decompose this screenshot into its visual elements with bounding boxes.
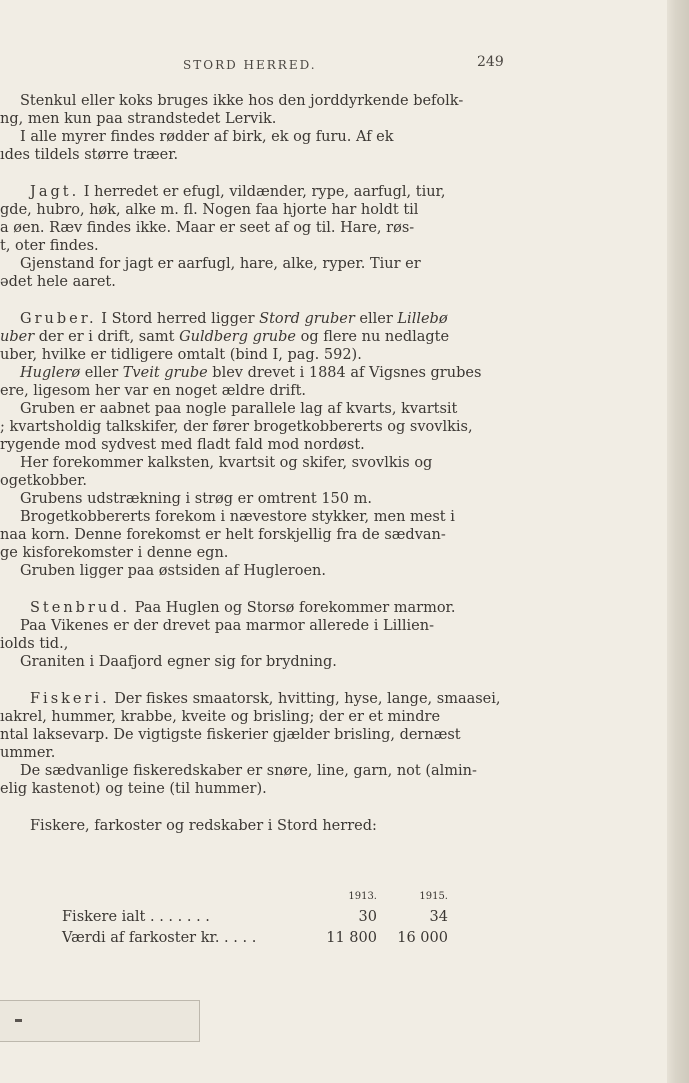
- table-cell: 16 000: [397, 930, 448, 946]
- text-segment: ntal laksevarp. De vigtigste fiskerier gjælder brisling, dernæst: [0, 727, 461, 743]
- body-text: [0, 92, 515, 854]
- text-segment: eller: [354, 311, 398, 327]
- table-row-label: Fiskere ialt . . . . . . .: [62, 909, 210, 925]
- paragraph: [0, 183, 515, 291]
- table-header-row: [0, 888, 515, 909]
- text-segment: Paa Vikenes er der drevet paa marmor allerede i Lillien-: [20, 618, 434, 634]
- table-cell: 11 800: [326, 930, 377, 946]
- text-segment: Gjenstand for jagt er aarfugl, hare, alke, ryper. Tiur er: [20, 256, 421, 272]
- text-line: [0, 418, 515, 436]
- text-segment: ogetkobber.: [0, 473, 88, 489]
- text-line: [0, 472, 515, 490]
- section-heading: Gruber.: [20, 311, 97, 327]
- text-line: [0, 599, 515, 617]
- text-segment: Gruben ligger paa østsiden af Hugleroen.: [20, 563, 326, 579]
- section-heading: Stenbrud.: [30, 600, 131, 616]
- text-line: [0, 273, 515, 291]
- paragraph: [0, 817, 515, 835]
- text-segment: ıakrel, hummer, krabbe, kveite og brisling; der er et mindre: [0, 709, 441, 725]
- text-line: [0, 128, 515, 146]
- text-segment: ere, ligesom her var en noget ældre drift.: [0, 383, 307, 399]
- text-segment: Graniten i Daafjord egner sig for brydning.: [20, 654, 337, 670]
- table-column-header: 1915.: [419, 891, 448, 902]
- text-segment: eller: [80, 365, 123, 381]
- text-segment: Paa Huglen og Storsø forekommer marmor.: [130, 600, 456, 616]
- text-segment: ; kvartsholdig talkskifer, der fører brogetkobbererts og svovlkis,: [0, 419, 473, 435]
- text-segment: Her forekommer kalksten, kvartsit og skifer, svovlkis og: [20, 455, 433, 471]
- text-segment: gde, hubro, høk, alke m. fl. Nogen faa hjorte har holdt til: [0, 202, 419, 218]
- table-cell: 30: [358, 909, 377, 925]
- text-line: [0, 146, 515, 164]
- section-heading: Fiskeri.: [30, 691, 110, 707]
- text-segment: Stenkul eller koks bruges ikke hos den jorddyrkende befolk-: [20, 93, 464, 109]
- text-line: [0, 762, 515, 780]
- text-segment: De sædvanlige fiskeredskaber er snøre, line, garn, not (almin-: [20, 763, 477, 779]
- text-segment: uber, hvilke er tidligere omtalt (bind I, pag. 592).: [0, 347, 362, 363]
- text-segment: t, oter findes.: [0, 238, 99, 254]
- text-segment: Der fiskes smaatorsk, hvitting, hyse, lange, smaasei,: [109, 691, 501, 707]
- text-segment: blev drevet i 1884 af Vigsnes grubes: [207, 365, 482, 381]
- text-segment: Brogetkobbererts forekom i nævestore stykker, men mest i: [20, 509, 455, 525]
- text-line: [0, 255, 515, 273]
- text-line: [0, 817, 515, 835]
- text-line: [0, 454, 515, 472]
- fishery-table: [0, 888, 515, 951]
- paragraph: [0, 310, 515, 580]
- section-heading: Jagt.: [30, 184, 80, 200]
- text-segment: ng, men kun paa strandstedet Lervik.: [0, 111, 277, 127]
- paragraph: [0, 599, 515, 671]
- text-line: [0, 400, 515, 418]
- text-segment: iolds tid.,: [0, 636, 69, 652]
- stamp-mark: [15, 1019, 22, 1022]
- text-segment: elig kastenot) og teine (til hummer).: [0, 781, 267, 797]
- text-segment: I alle myrer findes rødder af birk, ek og furu. Af ek: [20, 129, 394, 145]
- italic-name: Lillebø: [397, 311, 448, 327]
- text-line: [0, 653, 515, 671]
- text-line: [0, 436, 515, 454]
- text-segment: Gruben er aabnet paa nogle parallele lag af kvarts, kvartsit: [20, 401, 458, 417]
- text-segment: ıdes tildels større træer.: [0, 147, 179, 163]
- text-line: [0, 346, 515, 364]
- text-line: [0, 635, 515, 653]
- paragraph: [0, 92, 515, 164]
- text-line: [0, 617, 515, 635]
- text-line: [0, 328, 515, 346]
- table-row: [0, 930, 515, 951]
- text-line: [0, 110, 515, 128]
- text-line: [0, 562, 515, 580]
- table-cell: 34: [429, 909, 448, 925]
- text-segment: I herredet er efugl, vildænder, rype, aarfugl, tiur,: [79, 184, 446, 200]
- text-line: [0, 490, 515, 508]
- table-row: [0, 909, 515, 930]
- text-segment: der er i drift, samt: [34, 329, 180, 345]
- text-line: [0, 201, 515, 219]
- text-line: [0, 690, 515, 708]
- text-segment: og flere nu nedlagte: [296, 329, 450, 345]
- text-line: [0, 508, 515, 526]
- text-line: [0, 310, 515, 328]
- text-segment: a øen. Ræv findes ikke. Maar er seet af og til. Hare, røs-: [0, 220, 415, 236]
- page-edge: [667, 0, 689, 1083]
- text-segment: I Stord herred ligger: [96, 311, 260, 327]
- text-line: [0, 92, 515, 110]
- page-number: 249: [477, 54, 504, 70]
- text-segment: Grubens udstrækning i strøg er omtrent 150 m.: [20, 491, 372, 507]
- text-line: [0, 183, 515, 201]
- text-line: [0, 744, 515, 762]
- paragraph: [0, 690, 515, 798]
- running-head: STORD HERRED.: [183, 58, 317, 72]
- table-column-header: 1913.: [348, 891, 377, 902]
- text-line: [0, 526, 515, 544]
- text-segment: Fiskere, farkoster og redskaber i Stord herred:: [30, 818, 377, 834]
- italic-name: Huglerø: [20, 365, 81, 381]
- text-line: [0, 780, 515, 798]
- italic-name: uber: [0, 329, 35, 345]
- text-segment: ədet hele aaret.: [0, 274, 116, 290]
- library-stamp: [0, 1000, 200, 1042]
- text-line: [0, 544, 515, 562]
- italic-name: Tveit grube: [122, 365, 208, 381]
- text-segment: ummer.: [0, 745, 56, 761]
- text-line: [0, 708, 515, 726]
- text-segment: rygende mod sydvest med fladt fald mod nordøst.: [0, 437, 365, 453]
- text-line: [0, 726, 515, 744]
- text-line: [0, 237, 515, 255]
- text-line: [0, 219, 515, 237]
- text-line: [0, 382, 515, 400]
- table-row-label: Værdi af farkoster kr. . . . .: [62, 930, 257, 946]
- italic-name: Guldberg grube: [179, 329, 297, 345]
- italic-name: Stord gruber: [259, 311, 355, 327]
- text-segment: naa korn. Denne forekomst er helt forskjellig fra de sædvan-: [0, 527, 446, 543]
- text-segment: ge kisforekomster i denne egn.: [0, 545, 229, 561]
- text-line: [0, 364, 515, 382]
